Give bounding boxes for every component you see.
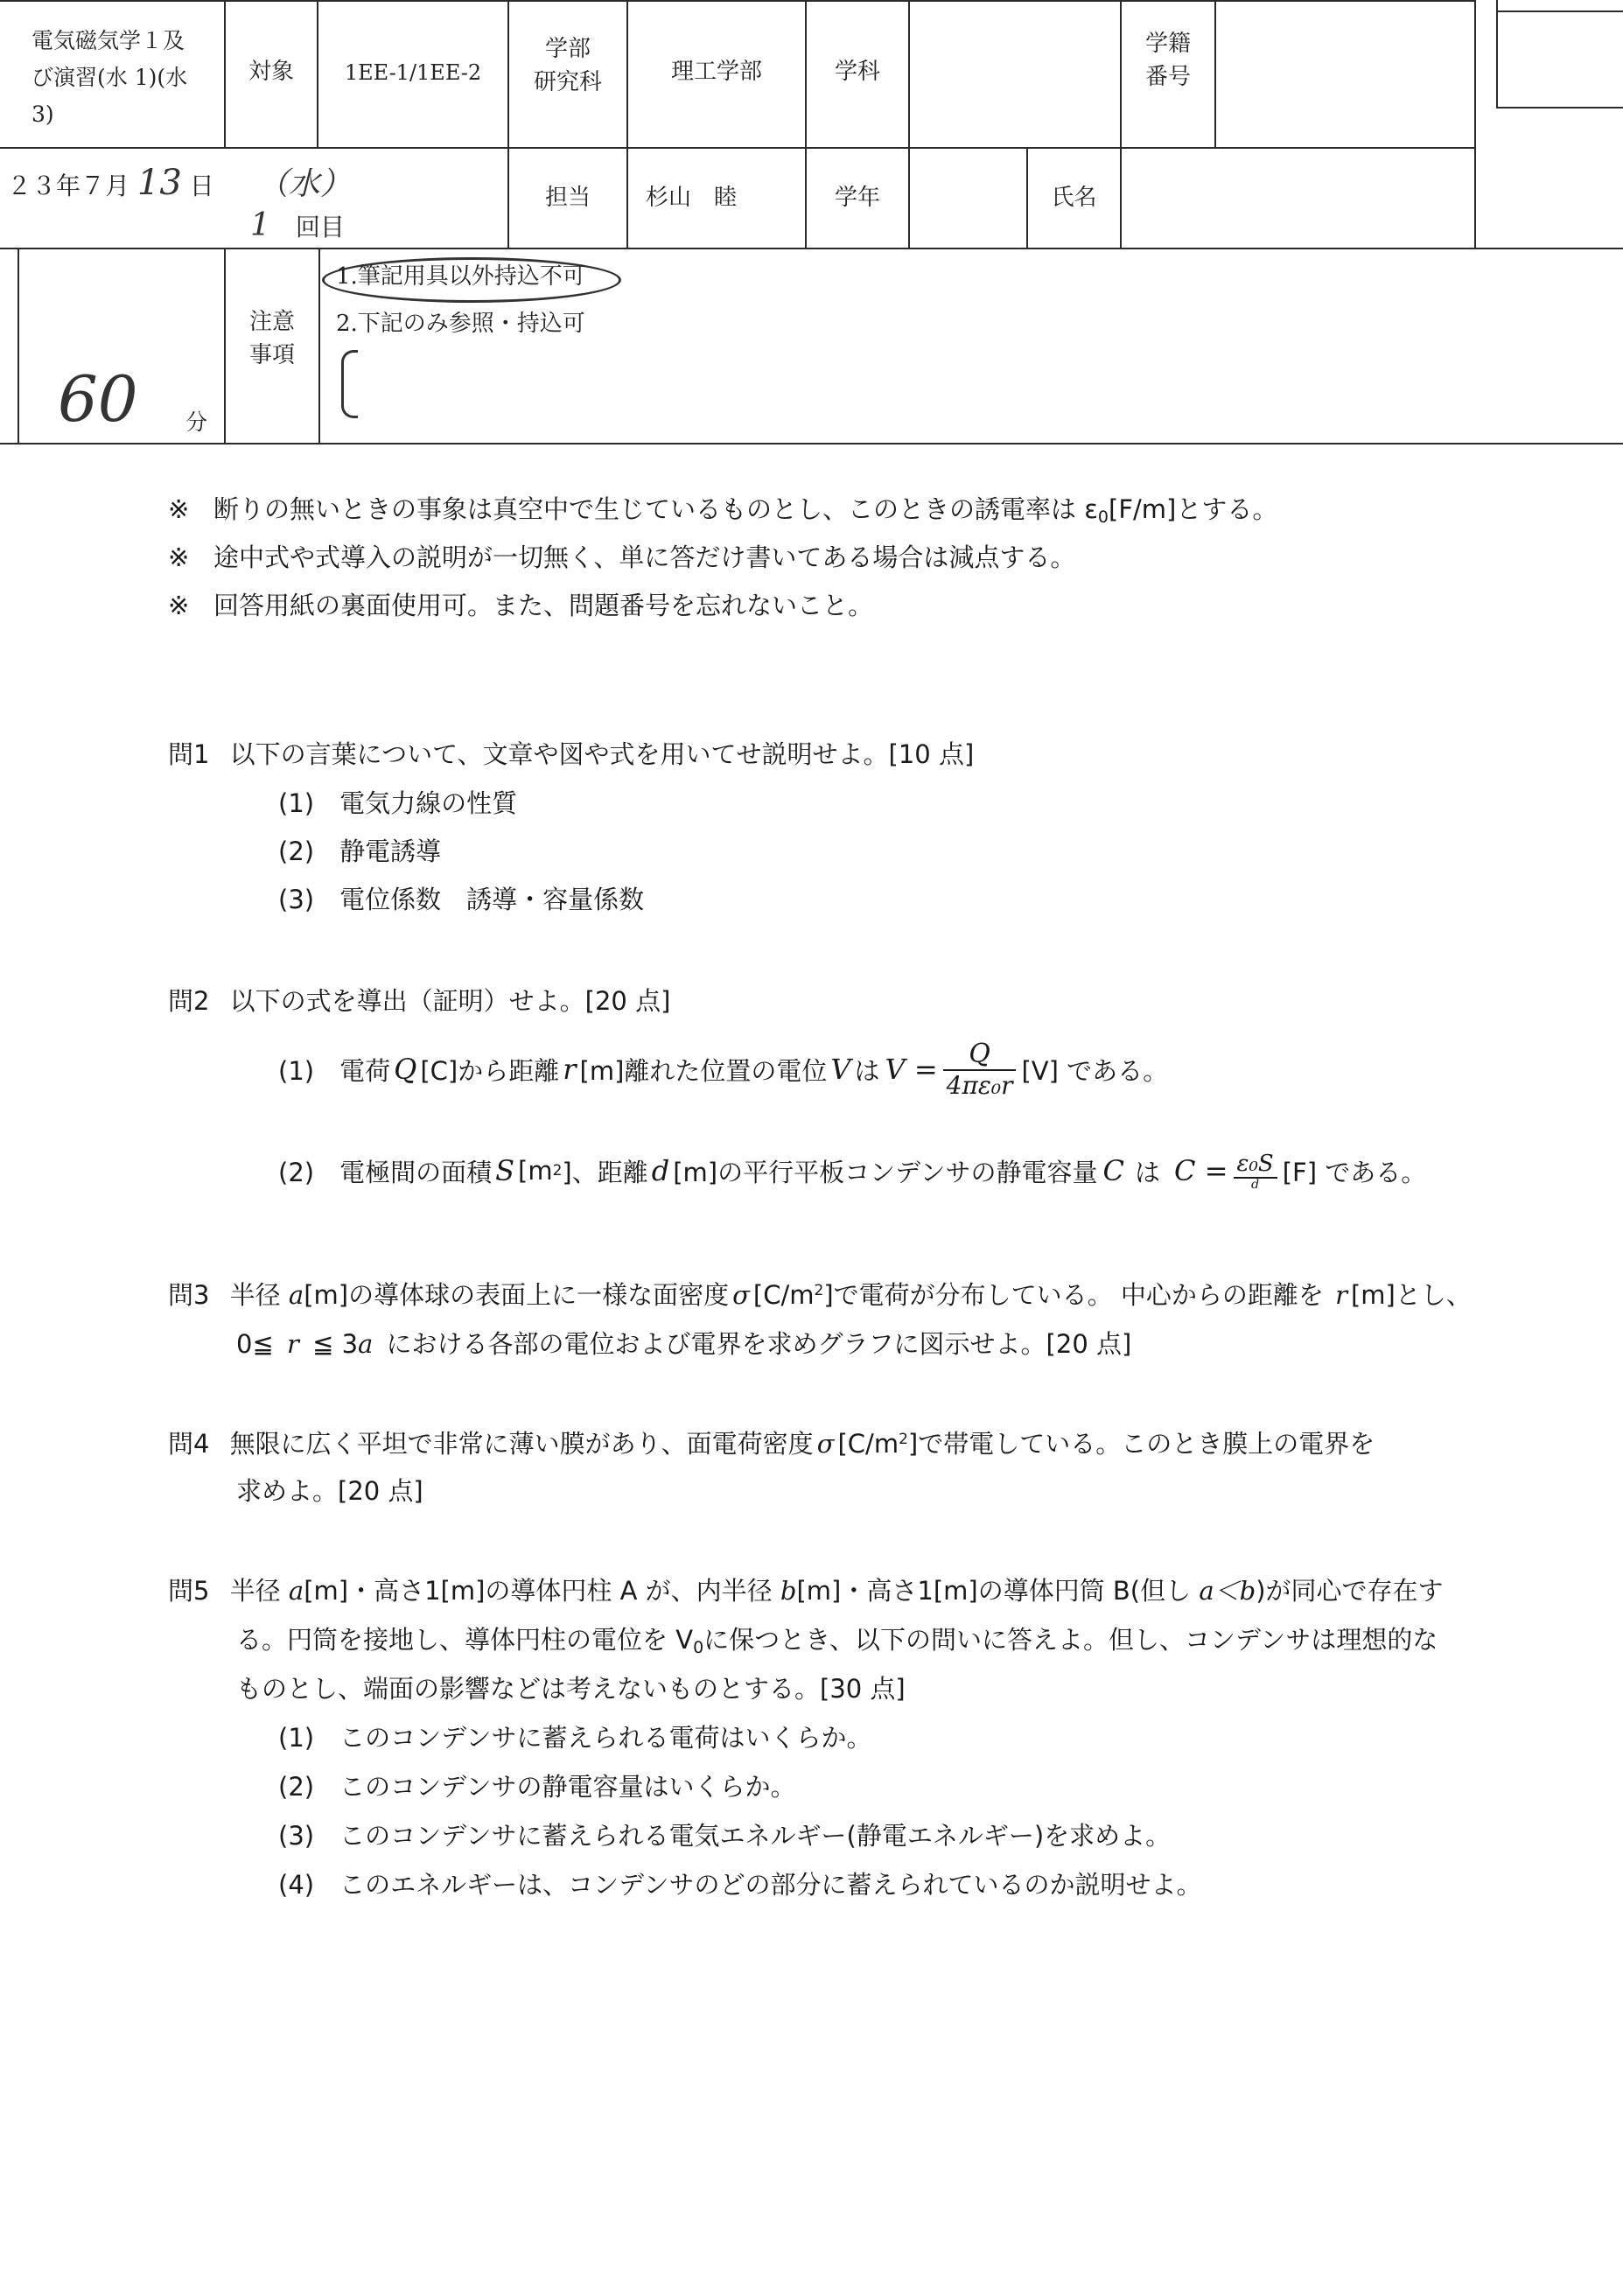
- table-rule: [0, 0, 1474, 2]
- math-variable: b: [780, 1576, 797, 1606]
- question-text: 半径: [229, 1576, 281, 1606]
- fraction-denominator: d: [1251, 1178, 1260, 1192]
- faculty-label-line: 学部: [544, 36, 591, 62]
- item-text: (2) 電極間の面積: [278, 1157, 493, 1187]
- notice-text: 途中式や式導入の説明が一切無く、単に答だけ書いてある場合は減点する。: [213, 542, 1076, 572]
- course-name-line: び演習(水 1)(水: [31, 65, 188, 90]
- item-text: [m: [518, 1156, 553, 1186]
- grade-label: 学年: [834, 185, 880, 211]
- table-rule: [908, 0, 910, 248]
- math-variable: d: [651, 1154, 670, 1187]
- item-text: [m]離れた位置の電位: [579, 1055, 828, 1086]
- item-text: ]、距離: [562, 1157, 648, 1187]
- notice-mark: ※: [168, 494, 190, 524]
- math-equation: C =: [1174, 1154, 1228, 1187]
- side-box-rule: [1496, 10, 1623, 12]
- question-number: 問1: [168, 739, 210, 769]
- notice-line: [168, 538, 1075, 574]
- math-variable: S: [495, 1154, 515, 1187]
- fraction-numerator: Q: [969, 1039, 990, 1069]
- notice-mark: ※: [168, 591, 190, 620]
- math-variable: a: [288, 1280, 304, 1310]
- side-box-rule: [1496, 0, 1498, 108]
- item-text: [V] である。: [1021, 1055, 1169, 1086]
- table-rule: [0, 248, 1623, 249]
- faculty-label-line: 研究科: [533, 68, 602, 95]
- question-4-line-2: 求めよ。[20 点]: [236, 1476, 423, 1506]
- faculty-value: 理工学部: [670, 59, 762, 85]
- item-text: [m]の平行平板コンデンサの静電容量: [673, 1157, 1098, 1187]
- fraction-numerator: ε₀S: [1236, 1151, 1274, 1177]
- question-number: 問2: [168, 986, 210, 1016]
- question-1-item: (1) 電気力線の性質: [278, 788, 518, 818]
- notice-text: [F/m]とする。: [1109, 494, 1278, 524]
- question-5-item: (4) このエネルギーは、コンデンサのどの部分に蓄えられているのか説明せよ。: [278, 1870, 1202, 1900]
- math-variable: a: [358, 1329, 374, 1359]
- table-rule: [0, 443, 1623, 444]
- question-text: る。円筒を接地し、導体円柱の電位を V: [236, 1625, 694, 1655]
- exam-session: [250, 203, 504, 248]
- item-text: は: [854, 1055, 880, 1086]
- question-text: 無限に広く平坦で非常に薄い膜があり、面電荷密度: [229, 1429, 814, 1459]
- question-text: 以下の言葉について、文章や図や式を用いてせ説明せよ。[10 点]: [229, 739, 975, 769]
- student-id-label-line: 番号: [1144, 63, 1191, 90]
- date-printed: ２３年７月: [7, 172, 130, 200]
- question-5-item: (2) このコンデンサの静電容量はいくらか。: [278, 1772, 796, 1802]
- target-value: 1EE-1/1EE-2: [344, 60, 482, 85]
- question-text: [C/m: [837, 1429, 899, 1459]
- math-variable: V: [830, 1053, 851, 1086]
- math-variable: Q: [394, 1053, 417, 1086]
- question-text: ]で電荷が分布している。 中心からの距離を: [823, 1280, 1324, 1310]
- math-variable: σ: [732, 1280, 750, 1310]
- table-rule: [1214, 0, 1216, 149]
- question-text: [m]とし、: [1350, 1280, 1472, 1310]
- question-number: 問3: [168, 1280, 210, 1310]
- notes-label-line: 注意: [248, 309, 295, 335]
- item-text: [F] である。: [1282, 1157, 1427, 1187]
- subscript: 0: [1097, 508, 1109, 527]
- duration-handwritten: 60: [58, 362, 138, 436]
- course-name-line: 電気磁気学１及: [31, 28, 185, 53]
- math-variable: a: [288, 1576, 304, 1606]
- table-rule: [626, 0, 628, 248]
- course-name: [31, 23, 224, 133]
- question-text: [m]・高さ1[m]の導体円筒 B(但し: [796, 1576, 1192, 1606]
- course-name-line: 3): [31, 102, 54, 127]
- question-number: 問4: [168, 1429, 210, 1459]
- note-item-1: 1.筆記用具以外持込不可: [336, 263, 585, 290]
- question-text: における各部の電位および電界を求めグラフに図示せよ。[20 点]: [386, 1329, 1132, 1359]
- question-1-item: (3) 電位係数 誘導・容量係数: [278, 885, 645, 914]
- instructor-label: 担当: [544, 185, 591, 211]
- question-5-line-2: [236, 1620, 1438, 1657]
- math-variable: r: [1335, 1280, 1347, 1310]
- subscript: 0: [693, 1638, 704, 1657]
- math-variable: C: [1102, 1154, 1125, 1187]
- superscript: 2: [814, 1282, 824, 1299]
- exam-date: [7, 158, 506, 208]
- faculty-label: [509, 33, 626, 99]
- table-rule: [17, 248, 19, 444]
- date-handwritten-weekday: （水）: [256, 166, 352, 202]
- question-2-item-2: [278, 1138, 1426, 1204]
- table-rule: [1474, 0, 1476, 248]
- question-2: [168, 982, 670, 1018]
- math-condition: a＜b: [1199, 1576, 1256, 1606]
- question-text: に保つとき、以下の問いに答えよ。但し、コンデンサは理想的な: [703, 1625, 1438, 1655]
- superscript: 2: [899, 1431, 908, 1448]
- target-label: 対象: [248, 59, 294, 85]
- question-text: ]で帯電している。このとき膜上の電界を: [907, 1429, 1375, 1459]
- note-item-2: 2.下記のみ参照・持込可: [336, 311, 585, 337]
- side-box-rule: [1496, 107, 1623, 108]
- question-text: 以下の式を導出（証明）せよ。[20 点]: [229, 986, 671, 1016]
- question-text: ≦ 3: [312, 1329, 359, 1359]
- math-variable: σ: [816, 1429, 835, 1459]
- superscript: 2: [552, 1162, 563, 1180]
- question-text: [C/m: [752, 1280, 815, 1310]
- question-text: 半径: [229, 1280, 281, 1310]
- notes-label-line: 事項: [248, 341, 295, 368]
- notice-text: 回答用紙の裏面使用可。また、問題番号を忘れないこと。: [213, 591, 874, 620]
- department-label: 学科: [834, 59, 880, 85]
- student-id-label: [1122, 28, 1214, 94]
- question-text: [m]の導体球の表面上に一様な面密度: [304, 1280, 730, 1310]
- notice-text: 断りの無いときの事象は真空中で生じているものとし、このときの誘電率は ε: [213, 494, 1098, 524]
- date-printed: 日: [189, 172, 214, 200]
- table-rule: [318, 248, 320, 444]
- question-5-line-3: ものとし、端面の影響などは考えないものとする。[30 点]: [236, 1674, 906, 1704]
- session-label: 回目: [295, 213, 345, 242]
- math-fraction: [943, 1039, 1017, 1100]
- math-variable: r: [563, 1053, 577, 1086]
- question-3: [168, 1276, 1472, 1312]
- duration-unit: 分: [185, 410, 208, 435]
- item-text: [C]から距離: [420, 1055, 560, 1086]
- question-4: [168, 1424, 1375, 1460]
- handwritten-bracket-mark: [341, 350, 358, 418]
- question-text: 0≦: [236, 1329, 274, 1359]
- name-label: 氏名: [1051, 185, 1097, 211]
- question-3-line-2: [236, 1325, 1131, 1361]
- fraction-denominator: 4πε₀r: [946, 1071, 1013, 1100]
- question-text: )が同心で存在す: [1256, 1576, 1444, 1606]
- math-fraction: [1234, 1151, 1277, 1191]
- exam-header-table: [0, 0, 1623, 446]
- notice-line: [168, 586, 873, 622]
- question-2-item-1: [278, 1026, 1168, 1113]
- item-text: (1) 電荷: [278, 1055, 391, 1086]
- question-1: [168, 735, 974, 771]
- question-number: 問5: [168, 1576, 210, 1606]
- student-id-label-line: 学籍: [1144, 31, 1191, 57]
- question-5-item: (1) このコンデンサに蓄えられる電荷はいくらか。: [278, 1723, 872, 1753]
- notes-label: [226, 306, 318, 372]
- item-text: は: [1135, 1157, 1161, 1187]
- table-rule: [0, 147, 1474, 149]
- date-handwritten-day: 13: [136, 163, 182, 203]
- session-handwritten-number: 1: [250, 207, 270, 243]
- question-5: [168, 1572, 1444, 1607]
- instructor-value: 杉山 睦: [646, 185, 738, 211]
- math-variable: r: [286, 1329, 299, 1359]
- notice-line: [168, 490, 1277, 527]
- question-1-item: (2) 静電誘導: [278, 836, 442, 866]
- math-equation: V =: [885, 1053, 938, 1086]
- notice-mark: ※: [168, 542, 190, 572]
- question-text: [m]・高さ1[m]の導体円柱 A が、内半径: [304, 1576, 773, 1606]
- question-5-item: (3) このコンデンサに蓄えられる電気エネルギー(静電エネルギー)を求めよ。: [278, 1821, 1172, 1851]
